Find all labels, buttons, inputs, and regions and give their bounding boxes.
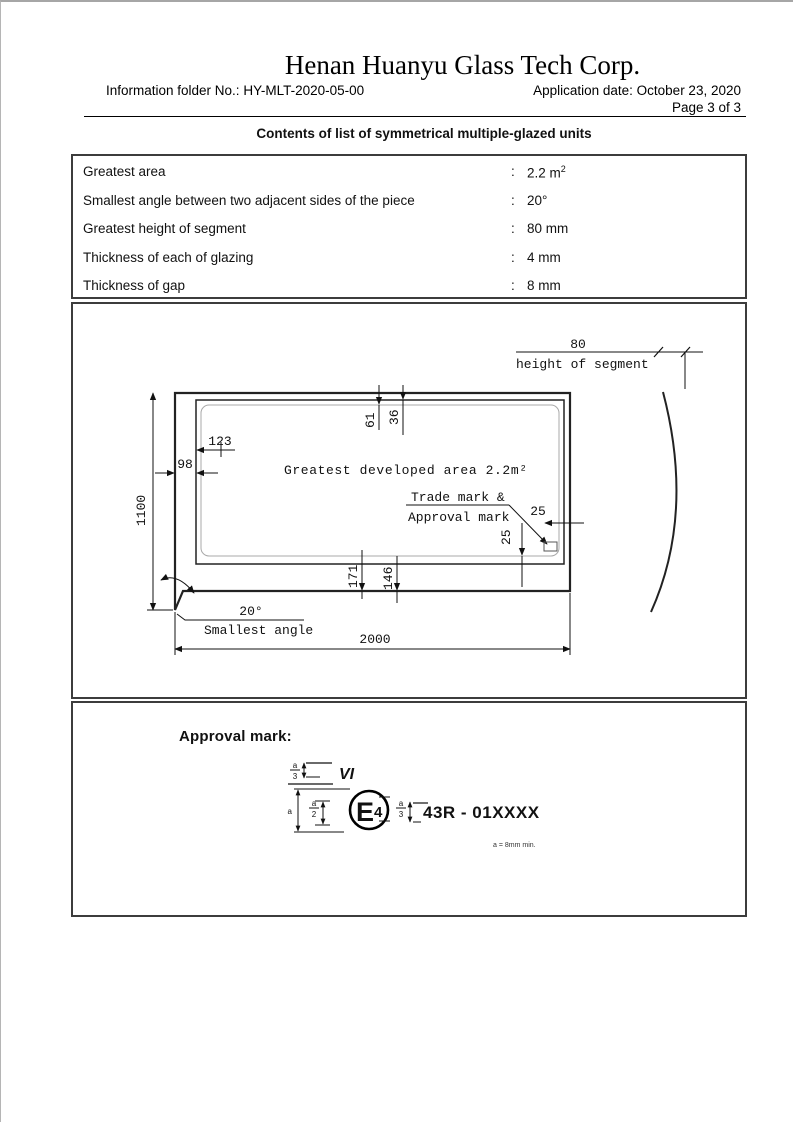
row-label: Smallest angle between two adjacent sides of the piece [83, 193, 415, 208]
vi-label: VI [339, 766, 355, 783]
height-of-segment-label: height of segment [516, 357, 649, 372]
segment-arc [651, 392, 676, 612]
row-value: 4 mm [527, 250, 561, 265]
dim-text-61: 61 [363, 412, 378, 428]
document-subtitle: Contents of list of symmetrical multiple-glazed units [256, 126, 592, 141]
row-colon: : [511, 193, 515, 208]
table-row [73, 278, 745, 295]
dim-text-146: 146 [381, 566, 396, 590]
row-colon: : [511, 221, 515, 236]
row-label: Thickness of each of glazing [83, 250, 254, 265]
fraction-a3-right-numerator: a [398, 799, 404, 808]
page-number: Page 3 of 3 [671, 100, 741, 115]
table-row [73, 250, 745, 267]
trade-mark-label-line2: Approval mark [408, 510, 510, 525]
dim-text-171: 171 [346, 564, 361, 588]
trade-mark-label-line1: Trade mark & [411, 490, 505, 505]
info-folder-number: Information folder No.: HY-MLT-2020-05-00 [106, 83, 365, 98]
fraction-a2-denominator: 2 [311, 810, 317, 819]
row-colon: : [511, 164, 515, 179]
row-value: 2.2 $m^2$ [527, 164, 566, 181]
spec-table [71, 154, 747, 299]
dim-text-98: 98 [177, 457, 193, 472]
approval-mark-heading: Approval mark: [179, 728, 292, 745]
row-value: 80 mm [527, 221, 569, 236]
technical-drawing-panel [71, 302, 747, 699]
table-row [73, 193, 745, 210]
table-row [73, 164, 745, 181]
row-colon: : [511, 278, 515, 293]
fraction-a2-numerator: a [311, 799, 317, 808]
e-mark-letter: E [356, 797, 375, 827]
dim-text-1100: 1100 [134, 494, 149, 526]
dim-text-2000: 2000 [359, 632, 391, 647]
glazing-unit-drawing [73, 304, 745, 697]
dim-text-25-vertical: 25 [499, 529, 514, 545]
row-value: 20° [527, 193, 548, 208]
dim-text-80: 80 [570, 337, 586, 352]
dim-text-123: 123 [208, 434, 232, 449]
a-label: a [287, 807, 292, 816]
area-label: Greatest developed area 2.2m² [284, 463, 528, 478]
regulation-number: 43R - 01XXXX [423, 803, 540, 822]
superscript: 2 [560, 164, 566, 174]
row-colon: : [511, 250, 515, 265]
approval-mark-drawing [73, 703, 745, 915]
approval-mark-section [71, 701, 747, 917]
row-value: 8 mm [527, 278, 561, 293]
table-row [73, 221, 745, 238]
fraction-a3-top-denominator: 3 [292, 772, 298, 781]
smallest-angle-label: Smallest angle [204, 623, 314, 638]
page-title: Henan Huanyu Glass Tech Corp. [284, 50, 641, 80]
row-label: Greatest area [83, 164, 166, 179]
angle-value: 20° [239, 604, 263, 619]
row-label: Greatest height of segment [83, 221, 246, 236]
fraction-a3-right-denominator: 3 [398, 810, 404, 819]
fraction-a3-top-numerator: a [292, 761, 298, 770]
e-mark-number: 4 [374, 804, 383, 821]
row-label: Thickness of gap [83, 278, 186, 293]
dim-text-25-horizontal: 25 [530, 504, 546, 519]
header-rule [84, 116, 746, 117]
application-date: Application date: October 23, 2020 [533, 83, 741, 98]
dim-text-36: 36 [387, 409, 402, 425]
size-note: a = 8mm min. [493, 842, 536, 849]
